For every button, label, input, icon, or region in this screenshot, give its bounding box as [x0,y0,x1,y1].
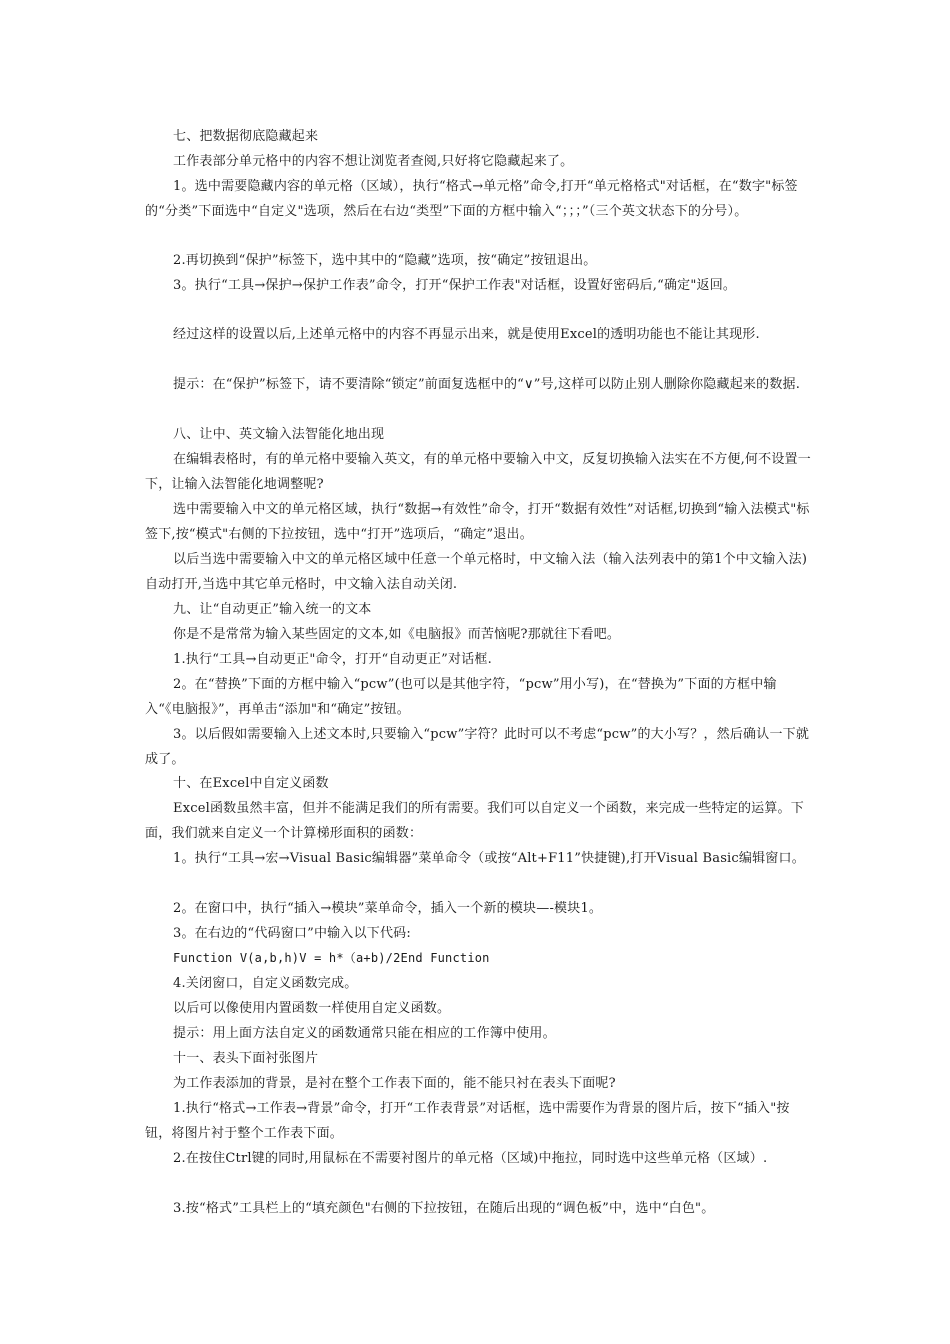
paragraph: Excel函数虽然丰富，但并不能满足我们的所有需要。我们可以自定义一个函数，来完成一些特定的运算。下面，我们就来自定义一个计算梯形面积的函数： [145,801,804,841]
paragraph: 在编辑表格时，有的单元格中要输入英文，有的单元格中要输入中文，反复切换输入法实在不方便,何不设置一下，让输入法智能化地调整呢? [145,452,811,492]
section-8-heading: 八、让中、英文输入法智能化地出现 [173,427,385,442]
paragraph: 选中需要输入中文的单元格区域，执行“数据→有效性”命令，打开“数据有效性”对话框,切换到“输入法模式"标签下,按“模式"右侧的下拉按钮，选中“打开”选项后，“确定”退出。 [145,502,810,542]
section-7-heading: 七、把数据彻底隐藏起来 [173,129,319,144]
paragraph: 3。在右边的“代码窗口”中输入以下代码: [173,926,411,941]
paragraph: 为工作表添加的背景，是衬在整个工作表下面的，能不能只衬在表头下面呢? [173,1076,616,1091]
section-11-heading: 十一、表头下面衬张图片 [173,1051,319,1066]
paragraph: 1。选中需要隐藏内容的单元格（区域），执行“格式→单元格”命令,打开“单元格格式"对话框，在“数字"标签的“分类”下面选中“自定义"选项，然后在右边“类型”下面的方框中输入“；；；”（三个英文状态下的分号）。 [145,179,798,219]
paragraph: 4.关闭窗口，自定义函数完成。 [173,976,358,991]
paragraph: 3.按“格式”工具栏上的“填充颜色"右侧的下拉按钮，在随后出现的“调色板”中，选中“白色"。 [173,1201,715,1216]
paragraph: 经过这样的设置以后,上述单元格中的内容不再显示出来，就是使用Excel的透明功能也不能让其现形. [173,327,760,342]
paragraph: 3。执行“工具→保护→保护工作表”命令，打开“保护工作表"对话框，设置好密码后,“确定"返回。 [173,278,737,293]
paragraph: 3。以后假如需要输入上述文本时,只要输入“pcw”字符？此时可以不考虑“pcw”的大小写？，然后确认一下就成了。 [145,727,810,767]
tip-paragraph: 提示：用上面方法自定义的函数通常只能在相应的工作簿中使用。 [173,1026,556,1041]
paragraph: 以后可以像使用内置函数一样使用自定义函数。 [173,1001,451,1016]
paragraph: 2.再切换到“保护”标签下，选中其中的“隐藏”选项，按“确定”按钮退出。 [173,253,597,268]
paragraph: 你是不是常常为输入某些固定的文本,如《电脑报》而苦恼呢?那就往下看吧。 [173,627,621,642]
paragraph: 工作表部分单元格中的内容不想让浏览者查阅,只好将它隐藏起来了。 [173,154,574,169]
paragraph: 1。执行“工具→宏→Visual Basic编辑器”菜单命令（或按“Alt+F11”快捷键),打开Visual Basic编辑窗口。 [173,851,805,866]
paragraph: 以后当选中需要输入中文的单元格区域中任意一个单元格时，中文输入法（输入法列表中的第1个中文输入法)自动打开,当选中其它单元格时，中文输入法自动关闭. [145,552,808,592]
paragraph: 2.在按住Ctrl键的同时,用鼠标在不需要衬图片的单元格（区域)中拖拉，同时选中这些单元格（区域）. [173,1151,768,1166]
section-10-heading: 十、在Excel中自定义函数 [173,776,329,791]
paragraph: 2。在窗口中，执行“插入→模块”菜单命令，插入一个新的模块—-模块1。 [173,901,603,916]
paragraph: 1.执行“工具→自动更正"命令，打开“自动更正”对话框. [173,652,492,667]
section-9-heading: 九、让“自动更正”输入统一的文本 [173,602,372,617]
code-line: Function V(a,b,h)V = h*（a+b)/2End Function [173,951,490,965]
paragraph: 2。在“替换”下面的方框中输入“pcw”(也可以是其他字符，“pcw”用小写)，在“替换为”下面的方框中输入“《电脑报》”，再单击“添加"和“确定”按钮。 [145,677,777,717]
paragraph: 1.执行“格式→工作表→背景”命令，打开“工作表背景”对话框，选中需要作为背景的图片后，按下“插入"按钮，将图片衬于整个工作表下面。 [145,1101,790,1141]
tip-paragraph: 提示：在“保护”标签下，请不要清除“锁定”前面复选框中的“∨”号,这样可以防止别人删除你隐藏起来的数据. [173,377,801,392]
